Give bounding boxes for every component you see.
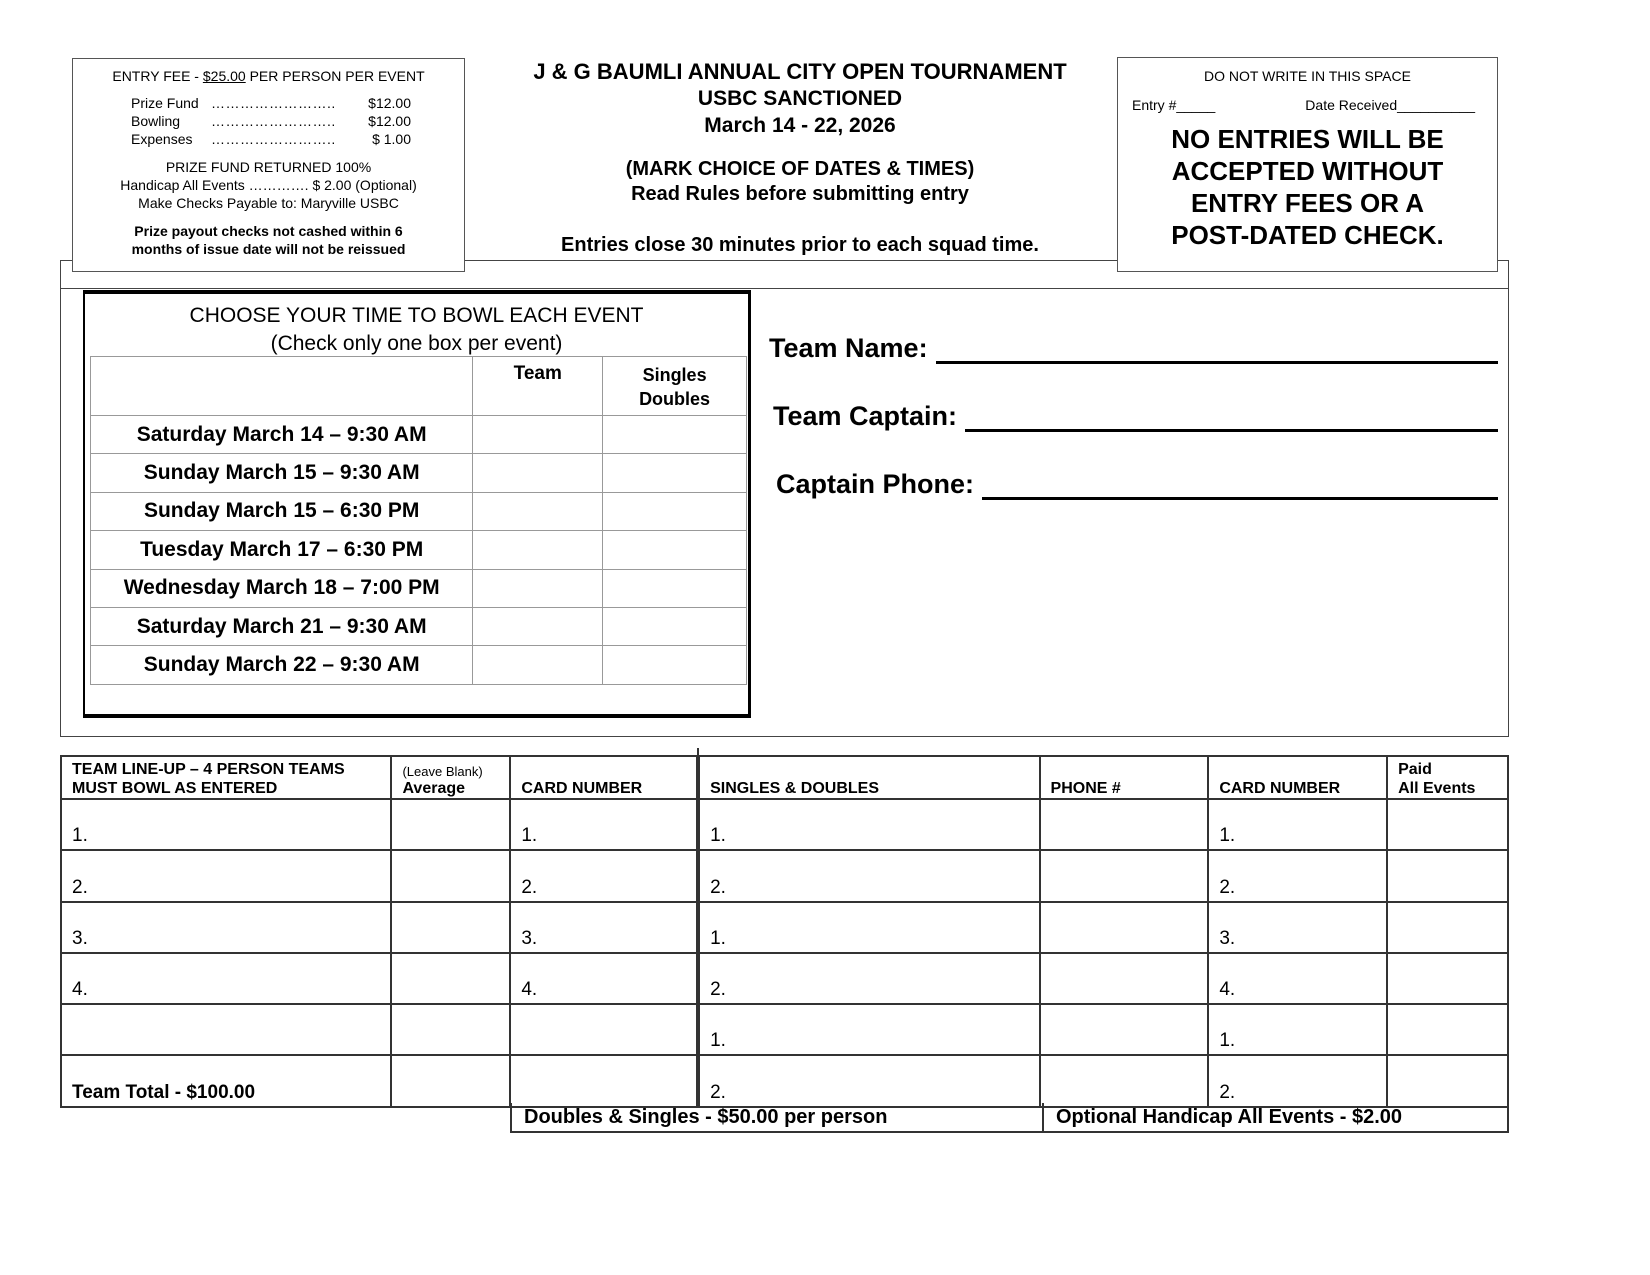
mark-choice-text: (MARK CHOICE OF DATES & TIMES)	[625, 158, 975, 180]
captain-phone-row	[776, 469, 1498, 500]
paid-all-events-cell[interactable]	[1387, 1055, 1508, 1106]
team-name-input[interactable]	[936, 338, 1498, 364]
all-events-label: All Events	[1398, 780, 1476, 797]
schedule-title	[85, 302, 748, 358]
paid-all-events-cell[interactable]	[1387, 953, 1508, 1004]
card-number-2-cell[interactable]: 2.	[1208, 1055, 1387, 1106]
singles-doubles-checkbox[interactable]	[603, 454, 747, 492]
team-captain-input[interactable]	[965, 406, 1498, 432]
team-checkbox[interactable]	[473, 416, 603, 454]
schedule-row	[91, 531, 747, 569]
payout-warning	[73, 222, 464, 258]
divider	[61, 288, 1508, 289]
no-entries-warning	[1118, 123, 1497, 251]
card-number-2-cell[interactable]: 2.	[1208, 850, 1387, 901]
schedule-row	[91, 569, 747, 607]
paid-all-events-cell[interactable]	[1387, 902, 1508, 953]
phone-cell[interactable]	[1040, 799, 1209, 850]
warning-line: ENTRY FEES OR A	[1190, 188, 1425, 218]
fee-dots: ……………………..	[211, 113, 336, 129]
lineup-row	[61, 850, 1508, 901]
captain-phone-input[interactable]	[982, 474, 1498, 500]
schedule-chooser	[83, 290, 751, 718]
squad-time-label: Wednesday March 18 – 7:00 PM	[91, 569, 473, 607]
schedule-header-blank	[91, 357, 473, 416]
paid-label: Paid	[1398, 761, 1432, 778]
team-checkbox[interactable]	[473, 492, 603, 530]
lineup-footer	[510, 1103, 1509, 1133]
card-number-cell[interactable]: 3.	[510, 902, 698, 953]
bowler-name-cell[interactable]	[61, 1004, 391, 1055]
date-received-field: Date Received__________	[1305, 97, 1475, 113]
column-divider	[697, 748, 699, 1108]
fee-label: Expenses	[131, 131, 193, 147]
fee-line-prize-fund	[73, 94, 464, 112]
entry-fee-suffix: PER PERSON PER EVENT	[245, 68, 425, 84]
team-checkbox[interactable]	[473, 646, 603, 684]
card-number-2-cell[interactable]: 1.	[1208, 1004, 1387, 1055]
card-number-cell[interactable]	[510, 1055, 698, 1106]
average-cell[interactable]	[391, 850, 510, 901]
singles-doubles-checkbox[interactable]	[603, 531, 747, 569]
lineup-header-phone: PHONE #	[1040, 756, 1209, 799]
fee-dots: ……………………..	[211, 131, 336, 147]
team-checkbox[interactable]	[473, 531, 603, 569]
entry-number-field: Entry #_____	[1132, 97, 1216, 113]
card-number-cell[interactable]: 2.	[510, 850, 698, 901]
singles-doubles-cell[interactable]: 1.	[698, 799, 1039, 850]
doubles-singles-fee: Doubles & Singles - $50.00 per person	[512, 1103, 1044, 1131]
singles-doubles-checkbox[interactable]	[603, 646, 747, 684]
average-label: Average	[402, 780, 466, 797]
phone-cell[interactable]	[1040, 850, 1209, 901]
lineup-row-total	[61, 1055, 1508, 1106]
entry-fee-amount: $25.00	[202, 68, 246, 84]
bowler-name-cell[interactable]: 3.	[61, 902, 391, 953]
lineup-header-row	[61, 756, 1508, 799]
lineup-row	[61, 1004, 1508, 1055]
schedule-table	[90, 356, 747, 685]
average-cell[interactable]	[391, 902, 510, 953]
schedule-header-row	[91, 357, 747, 416]
singles-doubles-cell[interactable]: 1.	[698, 1004, 1039, 1055]
fee-breakdown	[73, 94, 464, 148]
entry-fee-box	[72, 58, 465, 272]
captain-phone-label: Captain Phone:	[776, 469, 975, 499]
paid-all-events-cell[interactable]	[1387, 1004, 1508, 1055]
singles-label: Singles	[642, 365, 707, 385]
squad-time-label: Saturday March 14 – 9:30 AM	[91, 416, 473, 454]
average-note: (Leave Blank)	[402, 764, 483, 779]
schedule-heading: CHOOSE YOUR TIME TO BOWL EACH EVENT	[189, 304, 644, 327]
fee-amount: $12.00	[368, 113, 411, 129]
payout-warning-line: months of issue date will not be reissued	[131, 241, 406, 257]
tournament-header	[480, 58, 1120, 257]
card-number-cell[interactable]: 1.	[510, 799, 698, 850]
squad-time-label: Tuesday March 17 – 6:30 PM	[91, 531, 473, 569]
team-name-row	[769, 333, 1498, 364]
entries-close-text: Entries close 30 minutes prior to each squad time.	[561, 234, 1039, 256]
team-total-cell: Team Total - $100.00	[61, 1055, 391, 1106]
payout-warning-line: Prize payout checks not cashed within 6	[134, 223, 403, 239]
schedule-row	[91, 454, 747, 492]
paid-all-events-cell[interactable]	[1387, 799, 1508, 850]
lineup-header-singles-doubles: SINGLES & DOUBLES	[698, 756, 1039, 799]
office-use-box	[1117, 57, 1498, 272]
phone-cell[interactable]	[1040, 1055, 1209, 1106]
team-checkbox[interactable]	[473, 454, 603, 492]
fee-line-expenses	[73, 130, 464, 148]
card-number-2-cell[interactable]: 3.	[1208, 902, 1387, 953]
phone-cell[interactable]	[1040, 1004, 1209, 1055]
office-record-row	[1118, 97, 1497, 113]
lineup-header-average	[391, 756, 510, 799]
fee-amount: $ 1.00	[372, 131, 411, 147]
entry-fee-title	[73, 68, 464, 84]
singles-doubles-checkbox[interactable]	[603, 569, 747, 607]
card-number-cell[interactable]: 4.	[510, 953, 698, 1004]
singles-doubles-cell[interactable]: 2.	[698, 1055, 1039, 1106]
payable-text: Make Checks Payable to: Maryville USBC	[138, 195, 399, 211]
team-name-label: Team Name:	[769, 333, 928, 363]
squad-time-label: Saturday March 21 – 9:30 AM	[91, 607, 473, 645]
lineup-row	[61, 902, 1508, 953]
lineup-row	[61, 799, 1508, 850]
entry-fee-prefix: ENTRY FEE -	[112, 68, 203, 84]
fee-label: Prize Fund	[131, 95, 199, 111]
bowler-name-cell[interactable]: 4.	[61, 953, 391, 1004]
fee-dots: ……………………..	[211, 95, 336, 111]
team-checkbox[interactable]	[473, 569, 603, 607]
lineup-header-paid	[1387, 756, 1508, 799]
singles-doubles-checkbox[interactable]	[603, 416, 747, 454]
schedule-row	[91, 492, 747, 530]
team-captain-row	[773, 401, 1498, 432]
singles-doubles-checkbox[interactable]	[603, 607, 747, 645]
tournament-dates: March 14 - 22, 2026	[704, 114, 896, 137]
phone-cell[interactable]	[1040, 902, 1209, 953]
average-cell[interactable]	[391, 1004, 510, 1055]
card-number-2-cell[interactable]: 4.	[1208, 953, 1387, 1004]
bowler-name-cell[interactable]: 1.	[61, 799, 391, 850]
schedule-header-singles-doubles	[603, 357, 747, 416]
handicap-fee: Optional Handicap All Events - $2.00	[1056, 1106, 1403, 1128]
lineup-header-line: TEAM LINE-UP – 4 PERSON TEAMS	[72, 761, 345, 778]
singles-doubles-cell[interactable]: 2.	[698, 850, 1039, 901]
paid-all-events-cell[interactable]	[1387, 850, 1508, 901]
office-use-title: DO NOT WRITE IN THIS SPACE	[1204, 68, 1411, 84]
bowler-name-cell[interactable]: 2.	[61, 850, 391, 901]
prize-returned-text: PRIZE FUND RETURNED 100%	[165, 159, 372, 175]
average-cell[interactable]	[391, 953, 510, 1004]
squad-time-label: Sunday March 15 – 6:30 PM	[91, 492, 473, 530]
fee-amount: $12.00	[368, 95, 411, 111]
fee-label: Bowling	[131, 113, 181, 129]
schedule-header-team: Team	[473, 357, 603, 416]
team-checkbox[interactable]	[473, 607, 603, 645]
warning-line: ACCEPTED WITHOUT	[1171, 156, 1444, 186]
handicap-text: Handicap All Events …………. $ 2.00 (Optional)	[120, 177, 417, 193]
lineup-header-card-number: CARD NUMBER	[510, 756, 698, 799]
team-captain-label: Team Captain:	[773, 401, 958, 431]
lineup-header-card-number-2: CARD NUMBER	[1208, 756, 1387, 799]
singles-doubles-checkbox[interactable]	[603, 492, 747, 530]
read-rules-text: Read Rules before submitting entry	[631, 183, 969, 205]
schedule-subheading: (Check only one box per event)	[270, 332, 563, 355]
average-cell[interactable]	[391, 1055, 510, 1106]
lineup-header-line: MUST BOWL AS ENTERED	[72, 780, 278, 797]
schedule-row	[91, 607, 747, 645]
card-number-2-cell[interactable]: 1.	[1208, 799, 1387, 850]
lineup-row	[61, 953, 1508, 1004]
fee-notes	[73, 158, 464, 212]
average-cell[interactable]	[391, 799, 510, 850]
singles-doubles-cell[interactable]: 1.	[698, 902, 1039, 953]
squad-time-label: Sunday March 22 – 9:30 AM	[91, 646, 473, 684]
singles-doubles-cell[interactable]: 2.	[698, 953, 1039, 1004]
sanction-text: USBC SANCTIONED	[697, 87, 903, 110]
phone-cell[interactable]	[1040, 953, 1209, 1004]
tournament-title: J & G BAUMLI ANNUAL CITY OPEN TOURNAMENT	[533, 59, 1067, 84]
lineup-header-team	[61, 756, 391, 799]
warning-line: NO ENTRIES WILL BE	[1171, 124, 1444, 154]
team-lineup-table	[60, 755, 1509, 1108]
warning-line: POST-DATED CHECK.	[1171, 220, 1444, 250]
card-number-cell[interactable]	[510, 1004, 698, 1055]
fee-line-bowling	[73, 112, 464, 130]
doubles-label: Doubles	[639, 389, 711, 409]
squad-time-label: Sunday March 15 – 9:30 AM	[91, 454, 473, 492]
schedule-row	[91, 416, 747, 454]
schedule-row	[91, 646, 747, 684]
